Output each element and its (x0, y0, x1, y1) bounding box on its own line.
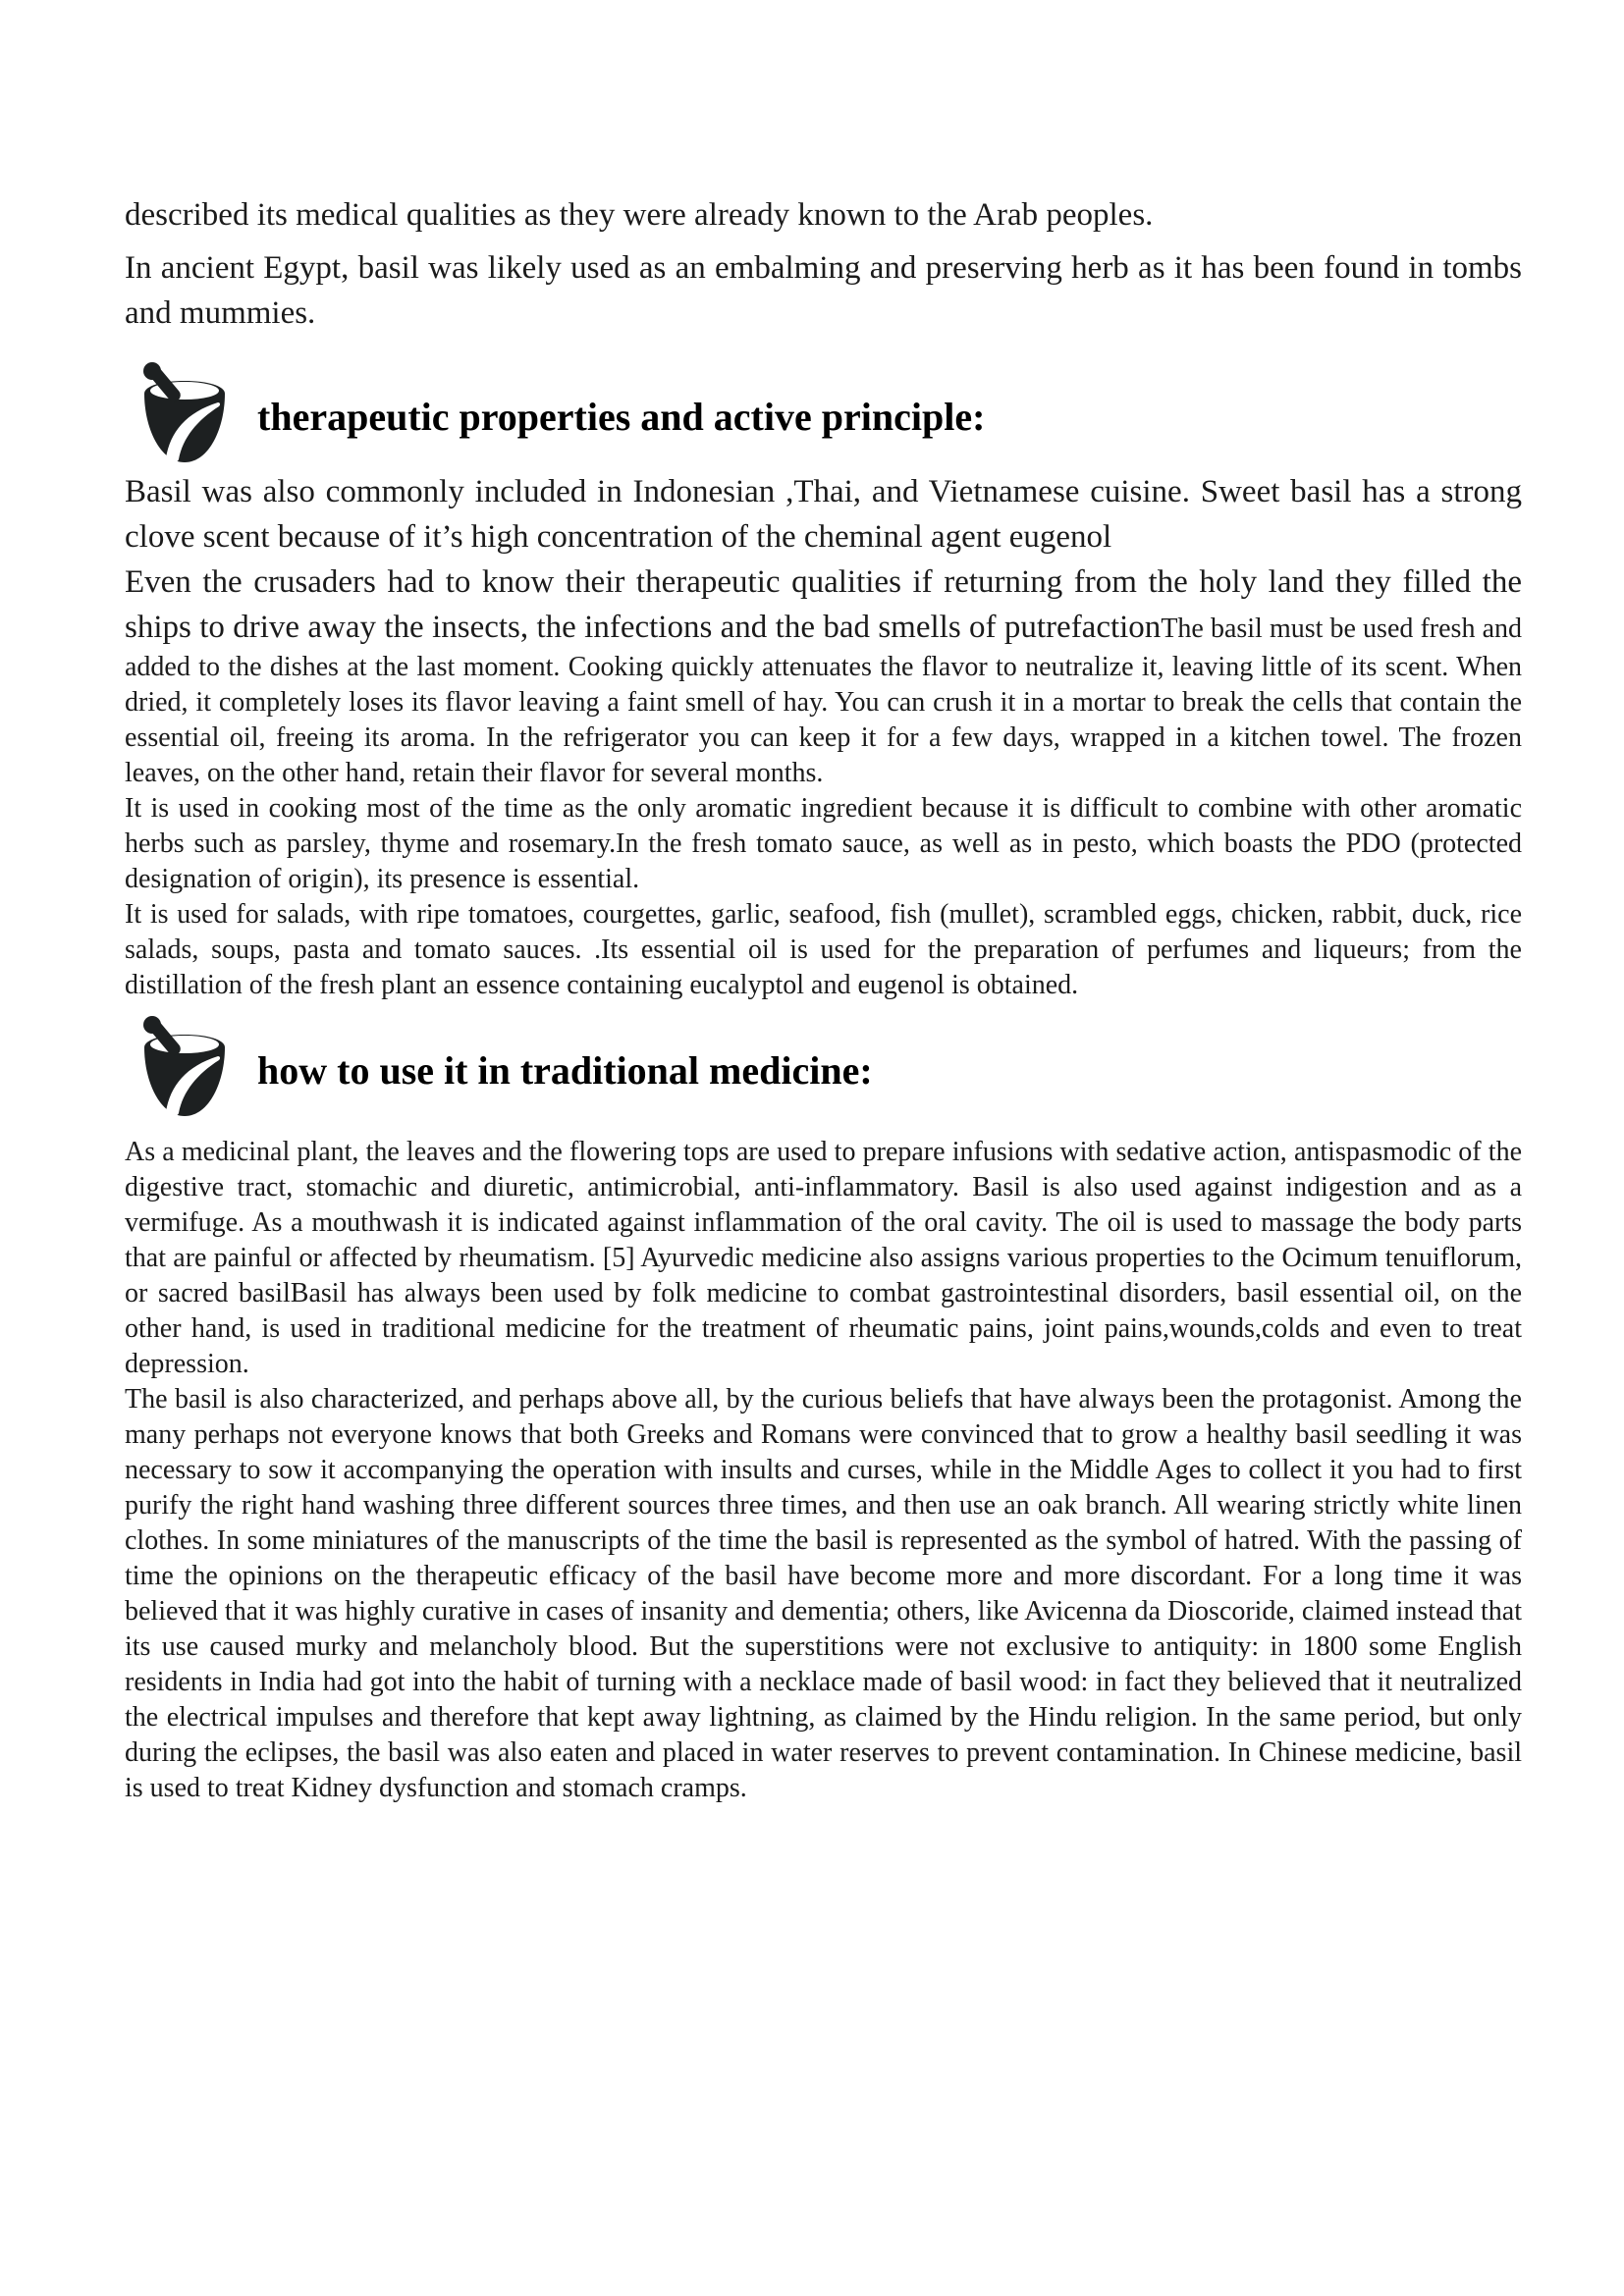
section-header-traditional-medicine (137, 1015, 1522, 1119)
paragraph-cooking-use: It is used in cooking most of the time as the only aromatic ingredient because it is difficult to combine with other aromatic herbs such as parsley, thyme and rosemary.In the fresh tomato sauce, as well as in pesto, which boasts the PDO (protected designation of origin), its presence is essential. (125, 793, 1522, 894)
section-header-therapeutic (137, 361, 1522, 465)
section-heading-traditional-medicine: how to use it in traditional medicine: (257, 1047, 873, 1093)
paragraph-crusaders-segment: Even the crusaders had to know their therapeutic qualities if returning from the holy land they filled the ships to drive away the insects, the infections and the bad smells of putrefaction (125, 564, 1522, 645)
paragraph-fresh-use-segment: The basil must be used fresh and added to the dishes at the last moment. Cooking quickly attenuates the flavor to neutralize it, leaving little of its scent. When dried, it completely loses its flavor leaving a faint smell of hay. You can crush it in a mortar to break the cells that contain the essential oil, freeing its aroma. In the refrigerator you can keep it for a few days, wrapped in a kitchen towel. The frozen leaves, on the other hand, retain their flavor for several months. (125, 614, 1522, 788)
paragraph-salads-essential-oil: It is used for salads, with ripe tomatoes, courgettes, garlic, seafood, fish (mullet), scrambled eggs, chicken, rabbit, duck, rice salads, soups, pasta and tomato sauces. .Its essential oil is used for the preparation of perfumes and liqueurs; from the distillation of the fresh plant an essence containing eucalyptol and eugenol is obtained. (125, 899, 1522, 1000)
intro-paragraph-1: described its medical qualities as they were already known to the Arab peoples. (125, 197, 1154, 233)
intro-paragraph-2: In ancient Egypt, basil was likely used as an embalming and preserving herb as it has been found in tombs and mummies. (125, 250, 1522, 331)
mortar-pestle-icon (137, 1015, 232, 1119)
mortar-pestle-icon (137, 361, 232, 465)
section-heading-therapeutic-properties: therapeutic properties and active principle: (257, 394, 986, 439)
paragraph-medicinal-plant: As a medicinal plant, the leaves and the flowering tops are used to prepare infusions with sedative action, antispasmodic of the digestive tract, stomachic and diuretic, antimicrobial, anti-inflammatory. Basil is also used against indigestion and as a vermifuge. As a mouthwash it is indicated against inflammation of the oral cavity. The oil is used to massage the body parts that are painful or affected by rheumatism. [5] Ayurvedic medicine also assigns various properties to the Ocimum tenuiflorum, or sacred basilBasil has always been used by folk medicine to combat gastrointestinal disorders, basil essential oil, on the other hand, is used in traditional medicine for the treatment of rheumatic pains, joint pains,wounds,colds and even to treat depression. (125, 1137, 1522, 1379)
paragraph-beliefs-superstitions: The basil is also characterized, and perhaps above all, by the curious beliefs that have always been the protagonist. Among the many perhaps not everyone knows that both Greeks and Romans were convinced that to grow a healthy basil seedling it was necessary to sow it accompanying the operation with insults and curses, while in the Middle Ages to collect it you had to first purify the right hand washing three different sources three times, and then use an oak branch. All wearing strictly white linen clothes. In some miniatures of the manuscripts of the time the basil is represented as the symbol of hatred. With the passing of time the opinions on the therapeutic efficacy of the basil have become more and more discordant. For a long time it was believed that it was highly curative in cases of insanity and dementia; others, like Avicenna da Dioscoride, claimed instead that its use caused murky and melancholy blood. But the superstitions were not exclusive to antiquity: in 1800 some English residents in India had got into the habit of turning with a necklace made of basil wood: in fact they believed that it neutralized the electrical impulses and therefore that kept away lightning, as claimed by the Hindu religion. In the same period, but only during the eclipses, the basil was also eaten and placed in water reserves to prevent contamination. In Chinese medicine, basil is used to treat Kidney dysfunction and stomach cramps. (125, 1384, 1522, 1803)
paragraph-cuisine: Basil was also commonly included in Indonesian ,Thai, and Vietnamese cuisine. Sweet basil has a strong clove scent because of it’s high concentration of the cheminal agent eugenol (125, 474, 1522, 555)
paragraph-crusaders-fresh-use (125, 560, 1522, 791)
